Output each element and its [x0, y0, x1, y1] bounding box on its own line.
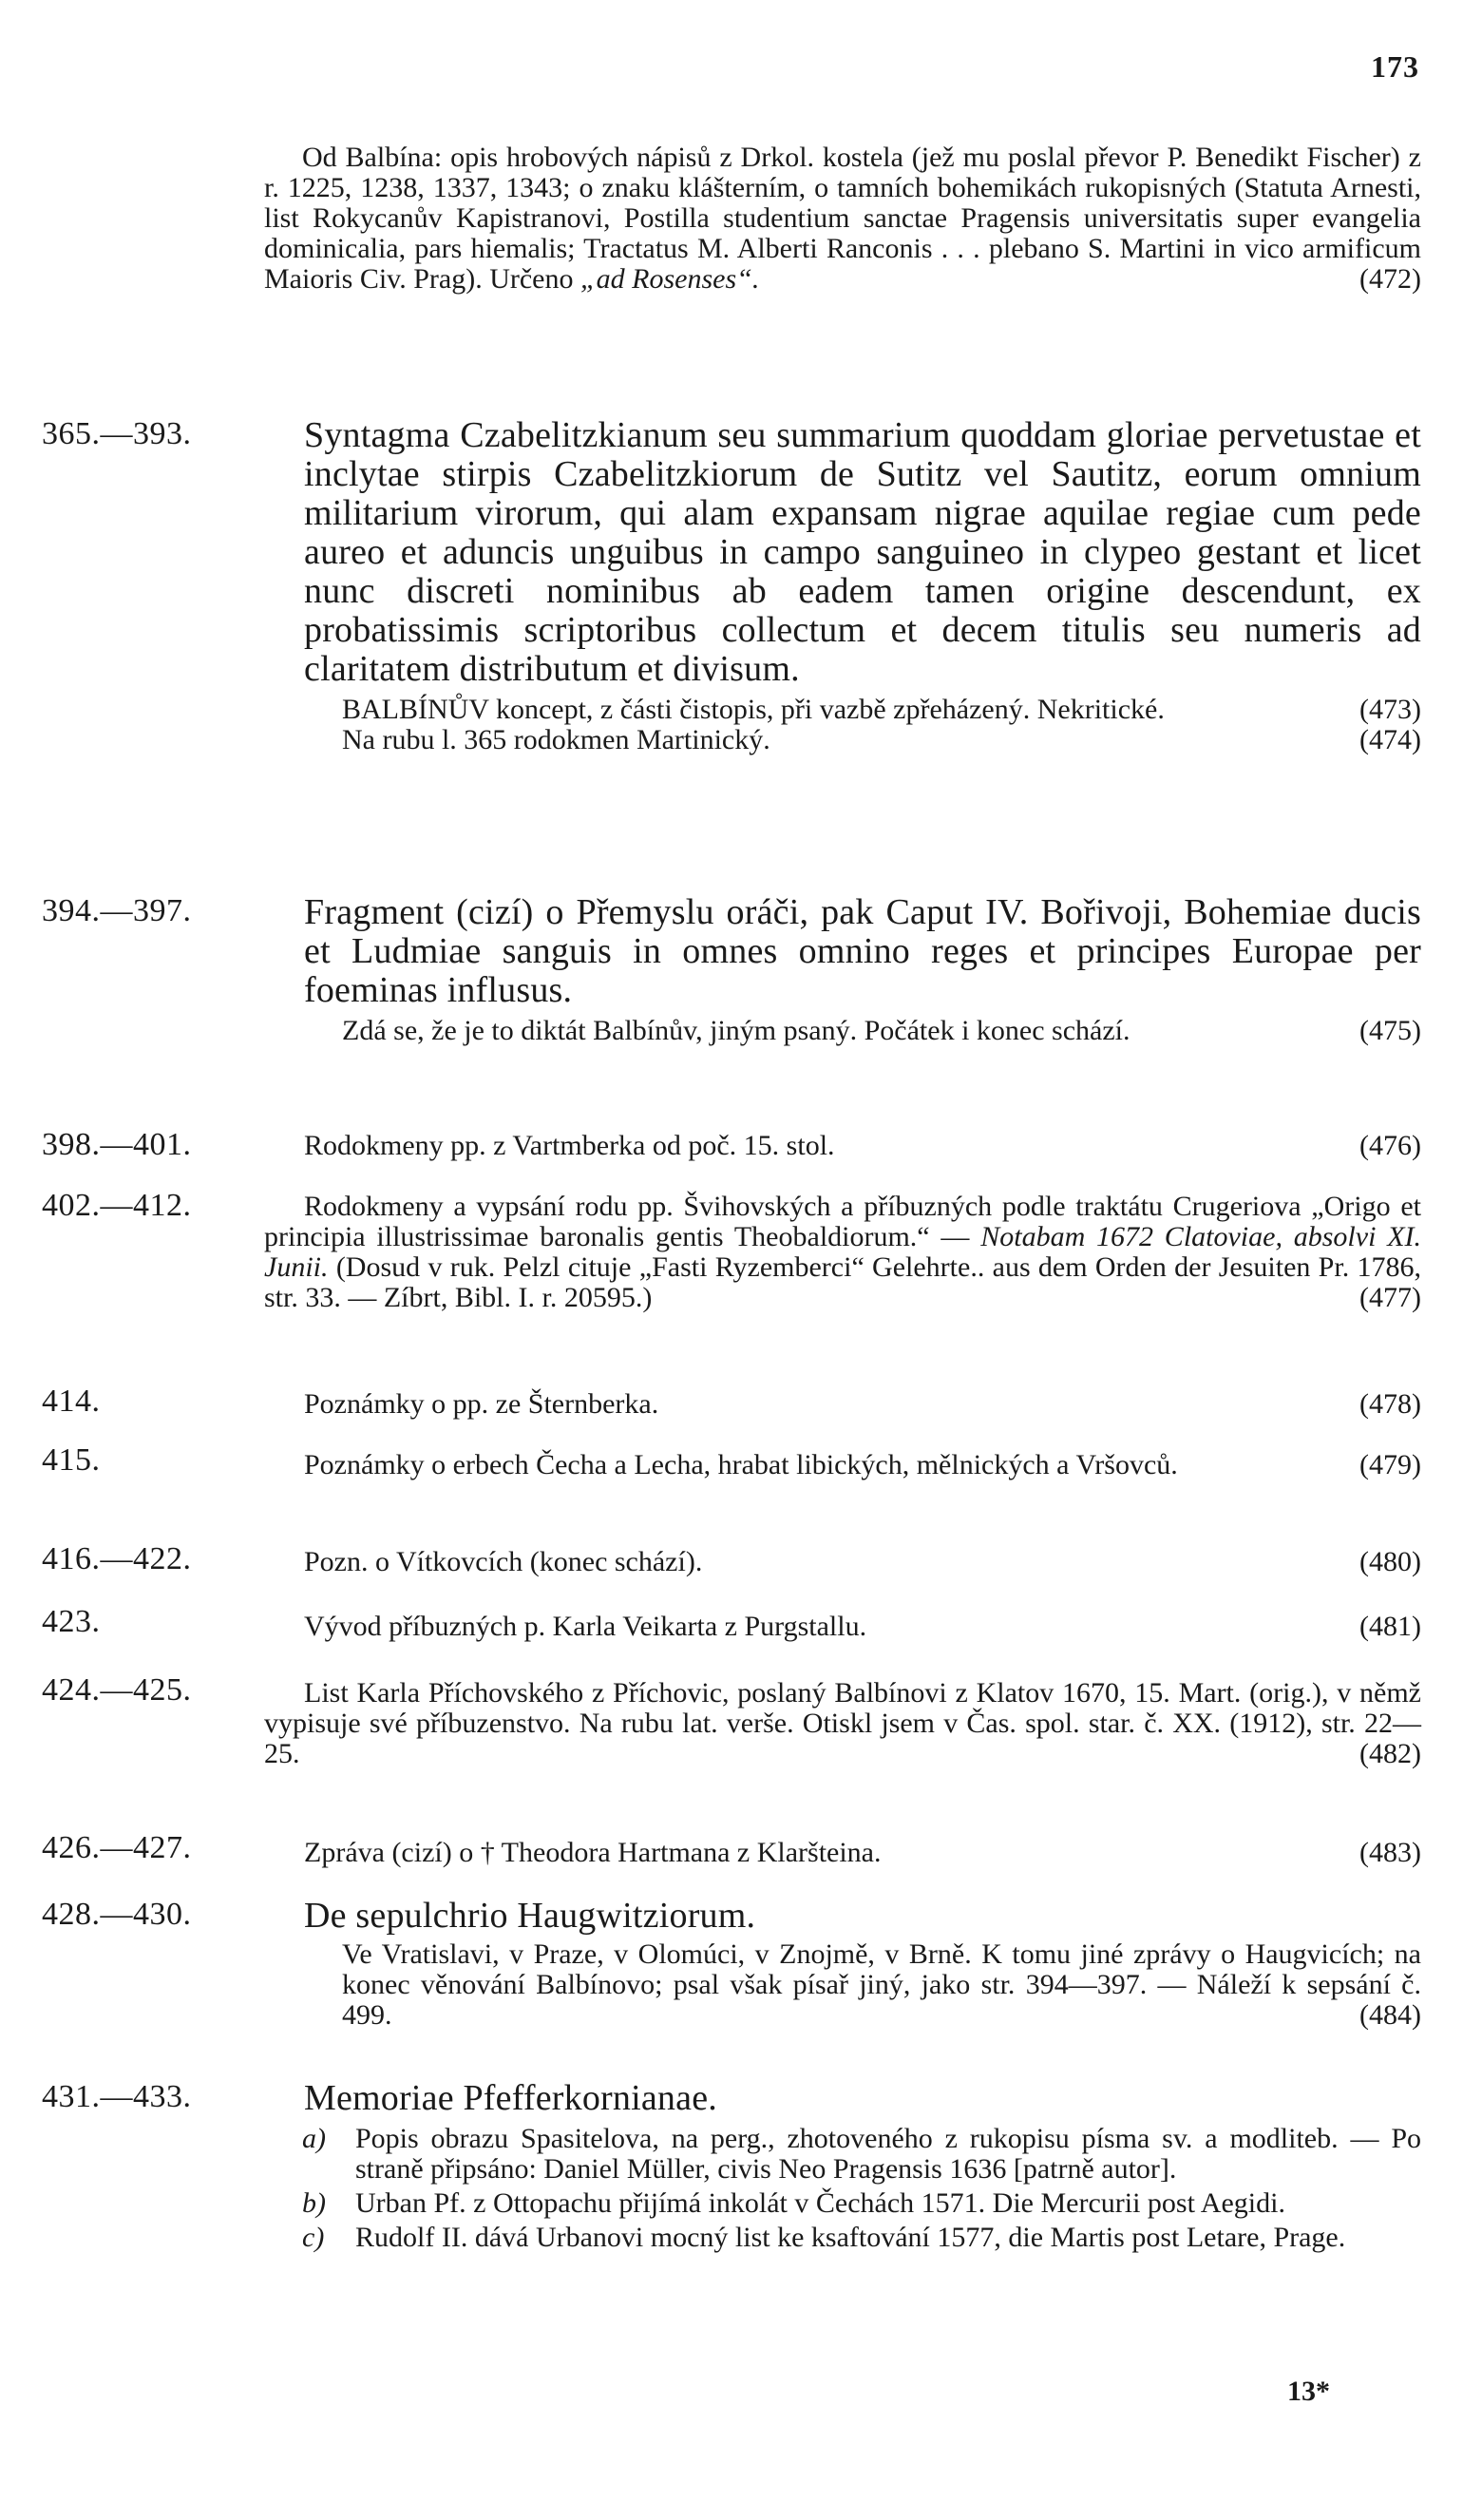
entry-description: Rodokmeny a vypsání rodu pp. Švihovských a příbuzných podle traktátu Crugeriova „Origo et principia illustrissimae baronalis gentis Theobaldiorum.“ — — [264, 1191, 1421, 1252]
entry-414 — [42, 1384, 1421, 1420]
entry-number: 398.—401. — [42, 1127, 192, 1162]
entry-ref: (473) — [1359, 694, 1421, 725]
entry-title: De sepulchrio Haugwitziorum. — [304, 1896, 756, 1936]
entry-424-425 — [42, 1672, 1421, 1769]
entry-description: Zpráva (cizí) o † Theodora Hartmana z Klaršteina. — [304, 1837, 882, 1868]
entry-428-430 — [42, 1897, 1421, 2031]
entry-402-412 — [42, 1188, 1421, 1313]
entry-title: Fragment (cizí) o Přemyslu oráči, pak Caput IV. Bořivoji, Bohemiae ducis et Ludmiae sanguis in omnes omnino reges et principes Europae per foeminas influsus. — [304, 892, 1421, 1010]
entry-ref: (482) — [1359, 1738, 1421, 1769]
entry-description: Poznámky o pp. ze Šternberka. — [304, 1388, 659, 1420]
entry-number: 394.—397. — [42, 893, 192, 928]
entry-number: 423. — [42, 1604, 101, 1639]
entry-description: Pozn. o Vítkovcích (konec schází). — [304, 1546, 703, 1577]
entry-text — [264, 143, 1421, 295]
footer-signature: 13* — [1287, 2376, 1330, 2407]
entry-description: Rodokmeny pp. z Vartmberka od poč. 15. stol. — [304, 1130, 835, 1161]
entry-ref: (478) — [1359, 1388, 1421, 1420]
entry-365-393 — [42, 416, 1421, 755]
entry-394-397 — [42, 893, 1421, 1046]
entry-ref: (474) — [1359, 724, 1421, 755]
entry-number: 424.—425. — [42, 1672, 192, 1708]
entry-number: 414. — [42, 1384, 101, 1419]
list-item — [302, 2124, 1421, 2185]
item-label: a) — [302, 2123, 326, 2154]
entry-number: 426.—427. — [42, 1830, 192, 1865]
item-text: Urban Pf. z Ottopachu přijímá inkolát v Čechách 1571. Die Mercurii post Aegidi. — [355, 2187, 1285, 2219]
entry-note-text: Zdá se, že je to diktát Balbínův, jiným psaný. Počátek i konec schází. — [342, 1015, 1130, 1046]
entry-number: 416.—422. — [42, 1541, 192, 1576]
entry-ref: (481) — [1359, 1611, 1421, 1642]
entry-ref: (477) — [1359, 1282, 1421, 1313]
entry-note — [342, 725, 1421, 755]
entry-note — [342, 695, 1421, 725]
entry-ref: (480) — [1359, 1546, 1421, 1577]
entry-continuation — [42, 143, 1421, 295]
entry-note — [342, 1016, 1421, 1046]
entry-ref: (483) — [1359, 1837, 1421, 1868]
entry-description: Poznámky o erbech Čecha a Lecha, hrabat libických, mělnických a Vršovců. — [304, 1449, 1178, 1480]
entry-description-cont: (Dosud v ruk. Pelzl cituje „Fasti Ryzemberci“ Gelehrte.. aus dem Orden der Jesuiten Pr. 1786, str. 33. — Zíbrt, Bibl. I. r. 20595.) — [264, 1251, 1422, 1313]
entry-416-422 — [42, 1541, 1421, 1577]
entry-ref: (475) — [1359, 1015, 1421, 1046]
item-label: b) — [302, 2187, 326, 2219]
entry-ref: (484) — [1359, 1999, 1421, 2031]
entry-italic: Notabam 1672 Clatoviae, absolvi XI. Junii. — [264, 1221, 1422, 1283]
entry-number: 402.—412. — [42, 1188, 192, 1223]
entry-description: List Karla Příchovského z Příchovic, poslaný Balbínovi z Klatov 1670, 15. Mart. (orig.), v němž vypisuje své příbuzenstvo. Na rubu lat. verše. Otiskl jsem v Čas. spol. star. č. XX. (1912), str. 22—25. — [264, 1677, 1421, 1769]
entry-ref: (472) — [1359, 263, 1421, 295]
item-label: c) — [302, 2222, 325, 2253]
entry-italic: „ad Rosenses“. — [580, 263, 760, 295]
entry-note — [342, 1939, 1421, 2031]
entry-description: Od Balbína: opis hrobových nápisů z Drkol. kostela (jež mu poslal převor P. Benedikt Fischer) z r. 1225, 1238, 1337, 1343; o znaku klášterním, o tamních bohemikách rukopisných (Statuta Arnesti, list Rokycanův Kapistranovi, Postilla studentium sanctae Pragensis universitatis super evangelia dominicalia, pars hiemalis; Tractatus M. Alberti Ranconis . . . plebano S. Martini in vico armificum Maioris Civ. Prag). Určeno — [264, 142, 1421, 295]
entry-number: 431.—433. — [42, 2079, 192, 2114]
entry-423 — [42, 1604, 1421, 1642]
entry-number: 365.—393. — [42, 416, 192, 451]
entry-ref: (479) — [1359, 1449, 1421, 1480]
entry-number: 428.—430. — [42, 1897, 192, 1932]
entry-title: Syntagma Czabelitzkianum seu summarium quoddam gloriae pervetustae et inclytae stirpis Czabelitzkiorum de Sutitz vel Sautitz, eorum omnium militarium virorum, qui alam expansam nigrae aquilae regiae cum pede aureo et aduncis unguibus in campo sanguineo in clypeo gestant et licet nunc discreti nominibus ab eadem tamen origine descendunt, ex probatissimis scriptoribus collectum et decem titulis seu numeris ad claritatem distributum et divisum. — [304, 415, 1421, 689]
list-item — [302, 2223, 1421, 2253]
list-item — [302, 2188, 1421, 2219]
item-text: Popis obrazu Spasitelova, na perg., zhotoveného z rukopisu písma sv. a modliteb. — Po straně připsáno: Daniel Müller, civis Neo Pragensis 1636 [patrně autor]. — [355, 2123, 1421, 2185]
page-number: 173 — [1371, 49, 1419, 84]
entry-title: Memoriae Pfefferkornianae. — [304, 2078, 717, 2118]
entry-415 — [42, 1442, 1421, 1480]
entry-note-text: BALBÍNŮV koncept, z části čistopis, při vazbě zpřeházený. Nekritické. — [342, 694, 1165, 725]
item-text: Rudolf II. dává Urbanovi mocný list ke ksaftování 1577, die Martis post Letare, Prage. — [355, 2222, 1346, 2253]
entry-398-401 — [42, 1127, 1421, 1161]
entry-note-text: Na rubu l. 365 rodokmen Martinický. — [342, 724, 770, 755]
entry-description: Vývod příbuzných p. Karla Veikarta z Purgstallu. — [304, 1611, 867, 1642]
entry-426-427 — [42, 1830, 1421, 1868]
entry-ref: (476) — [1359, 1130, 1421, 1161]
entry-number: 415. — [42, 1442, 101, 1478]
entry-note-text: Ve Vratislavi, v Praze, v Olomúci, v Znojmě, v Brně. K tomu jiné zprávy o Haugvicích; na konec věnování Balbínovo; psal však písař jiný, jako str. 394—397. — Náleží k sepsání č. 499. — [342, 1938, 1421, 2031]
entry-431-433 — [42, 2079, 1421, 2253]
